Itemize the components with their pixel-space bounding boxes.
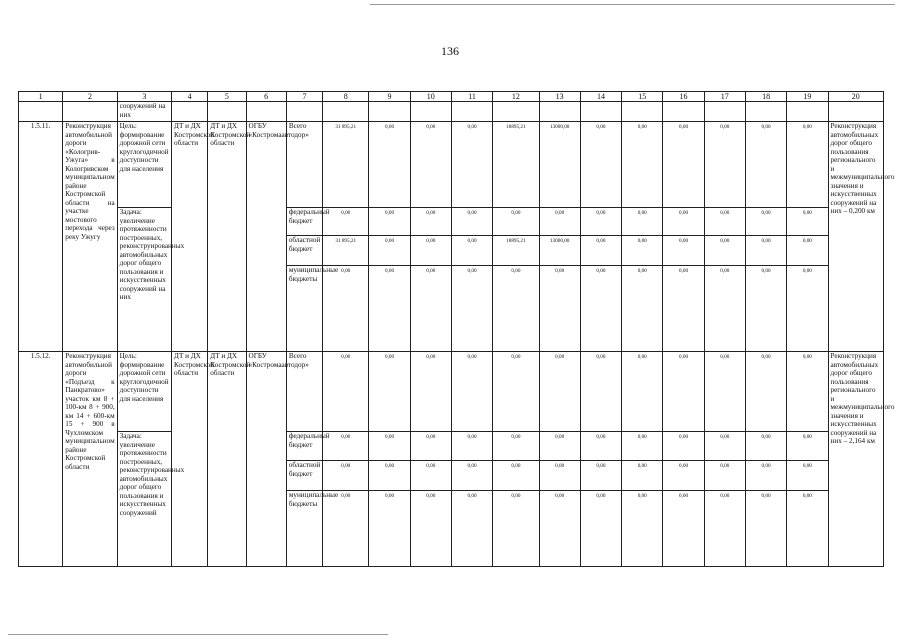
amount-cell: 0,00 bbox=[493, 352, 539, 432]
amount-cell: 0,00 bbox=[323, 208, 369, 236]
col-header: 16 bbox=[663, 92, 704, 102]
funding-source: Всего bbox=[286, 352, 322, 432]
amount-cell: 0,00 bbox=[451, 208, 492, 236]
amount-cell: 0,00 bbox=[580, 432, 621, 461]
amount-cell: 0,00 bbox=[663, 266, 704, 352]
amount-cell: 0,00 bbox=[451, 236, 492, 266]
funding-source: муниципальные бюджеты bbox=[286, 491, 322, 567]
amount-cell: 0,00 bbox=[451, 352, 492, 432]
amount-cell: 13000,00 bbox=[539, 236, 580, 266]
task-text: Задача: увеличение протяженности построенных, реконструированных автомобильных дорог общего пользования и искусственных сооружений на них bbox=[117, 208, 171, 352]
amount-cell: 0,00 bbox=[410, 208, 451, 236]
amount-cell: 0,00 bbox=[663, 352, 704, 432]
amount-cell: 0,00 bbox=[410, 122, 451, 208]
amount-cell: 0,00 bbox=[704, 208, 745, 236]
amount-cell: 0,00 bbox=[369, 491, 410, 567]
col-header: 17 bbox=[704, 92, 745, 102]
amount-cell: 0,00 bbox=[622, 208, 663, 236]
amount-cell: 0,00 bbox=[704, 122, 745, 208]
amount-cell: 0,00 bbox=[787, 491, 828, 567]
amount-cell: 0,00 bbox=[580, 491, 621, 567]
object-name: Реконструкция автомобильной дороги «Кологрив-Ужуга» в Кологривском муниципальном районе Костромской области на участке мостового перехода через реку Ужугу bbox=[63, 122, 117, 352]
col-header: 5 bbox=[208, 92, 246, 102]
amount-cell: 0,00 bbox=[539, 208, 580, 236]
amount-cell: 0,00 bbox=[787, 461, 828, 491]
amount-cell: 0,00 bbox=[323, 461, 369, 491]
col-header: 3 bbox=[117, 92, 171, 102]
amount-cell: 0,00 bbox=[539, 432, 580, 461]
amount-cell: 18895,21 bbox=[493, 122, 539, 208]
amount-cell: 0,00 bbox=[451, 461, 492, 491]
amount-cell: 0,00 bbox=[369, 122, 410, 208]
amount-cell: 0,00 bbox=[663, 491, 704, 567]
amount-cell: 0,00 bbox=[787, 122, 828, 208]
amount-cell: 31 895,21 bbox=[323, 122, 369, 208]
amount-cell: 0,00 bbox=[745, 122, 786, 208]
amount-cell: 0,00 bbox=[745, 491, 786, 567]
coordinator-text: ДТ и ДХ Костромской области bbox=[208, 352, 246, 567]
amount-cell: 0,00 bbox=[704, 491, 745, 567]
amount-cell: 0,00 bbox=[745, 352, 786, 432]
amount-cell: 0,00 bbox=[787, 266, 828, 352]
customer-text: ДТ и ДХ Костромской области bbox=[172, 122, 208, 352]
result-text: Реконструкция автомобильных дорог общего пользования регионального и межмуниципального значения и искусственных сооружений на них – 2,164 км bbox=[828, 352, 884, 567]
amount-cell: 0,00 bbox=[787, 352, 828, 432]
funding-source: областной бюджет bbox=[286, 461, 322, 491]
amount-cell: 0,00 bbox=[369, 352, 410, 432]
amount-cell: 0,00 bbox=[493, 266, 539, 352]
amount-cell: 0,00 bbox=[369, 461, 410, 491]
amount-cell: 0,00 bbox=[369, 236, 410, 266]
amount-cell: 0,00 bbox=[622, 352, 663, 432]
amount-cell: 18895,21 bbox=[493, 236, 539, 266]
carry-over-row bbox=[19, 102, 884, 122]
col-header: 4 bbox=[172, 92, 208, 102]
col-header: 20 bbox=[828, 92, 884, 102]
amount-cell: 0,00 bbox=[663, 461, 704, 491]
amount-cell: 0,00 bbox=[539, 491, 580, 567]
amount-cell: 0,00 bbox=[369, 208, 410, 236]
col-header: 1 bbox=[19, 92, 63, 102]
amount-cell: 0,00 bbox=[704, 461, 745, 491]
task-text: Задача: увеличение протяженности построенных, реконструированных автомобильных дорог общего пользования и искусственных сооружений bbox=[117, 432, 171, 567]
amount-cell: 0,00 bbox=[622, 461, 663, 491]
col-header: 11 bbox=[451, 92, 492, 102]
amount-cell: 0,00 bbox=[663, 432, 704, 461]
amount-cell: 0,00 bbox=[663, 208, 704, 236]
amount-cell: 0,00 bbox=[493, 461, 539, 491]
amount-cell: 0,00 bbox=[410, 266, 451, 352]
amount-cell: 0,00 bbox=[323, 352, 369, 432]
amount-cell: 0,00 bbox=[451, 266, 492, 352]
amount-cell: 0,00 bbox=[369, 266, 410, 352]
amount-cell: 0,00 bbox=[323, 432, 369, 461]
col-header: 7 bbox=[286, 92, 322, 102]
amount-cell: 0,00 bbox=[493, 208, 539, 236]
col-header: 9 bbox=[369, 92, 410, 102]
amount-cell: 0,00 bbox=[745, 432, 786, 461]
page-number: 136 bbox=[441, 44, 459, 58]
amount-cell: 0,00 bbox=[745, 461, 786, 491]
table-row bbox=[19, 208, 884, 236]
amount-cell: 0,00 bbox=[787, 432, 828, 461]
program-table bbox=[18, 91, 895, 567]
amount-cell: 0,00 bbox=[787, 236, 828, 266]
amount-cell: 0,00 bbox=[580, 208, 621, 236]
amount-cell: 0,00 bbox=[539, 461, 580, 491]
amount-cell: 0,00 bbox=[493, 491, 539, 567]
amount-cell: 0,00 bbox=[704, 352, 745, 432]
amount-cell: 0,00 bbox=[663, 236, 704, 266]
row-code: 1.5.11. bbox=[19, 122, 63, 352]
amount-cell: 0,00 bbox=[410, 432, 451, 461]
amount-cell: 0,00 bbox=[622, 432, 663, 461]
object-name: Реконструкция автомобильной дороги «Подъезд к Панкратово» участок км 8 + 100-км 8 + 900, км 14 + 600-км 15 + 900 в Чухломском муниципальном районе Костромской области bbox=[63, 352, 117, 567]
goal-text: Цель: формирование дорожной сети круглогодичной доступности для населения bbox=[117, 352, 171, 432]
col-header: 19 bbox=[787, 92, 828, 102]
amount-cell: 0,00 bbox=[622, 266, 663, 352]
amount-cell: 0,00 bbox=[580, 352, 621, 432]
amount-cell: 0,00 bbox=[787, 208, 828, 236]
amount-cell: 0,00 bbox=[622, 236, 663, 266]
amount-cell: 0,00 bbox=[539, 352, 580, 432]
executor-text: ОГБУ «Костромаавтодор» bbox=[246, 122, 286, 352]
amount-cell: 0,00 bbox=[704, 266, 745, 352]
funding-source: федеральный бюджет bbox=[286, 208, 322, 236]
funding-source: муниципальные бюджеты bbox=[286, 266, 322, 352]
coordinator-text: ДТ и ДХ Костромской области bbox=[208, 122, 246, 352]
amount-cell: 13000,00 bbox=[539, 122, 580, 208]
executor-text: ОГБУ «Костромаавтодор» bbox=[246, 352, 286, 567]
carry-over-text: сооружений на них bbox=[117, 102, 171, 122]
amount-cell: 0,00 bbox=[410, 491, 451, 567]
amount-cell: 0,00 bbox=[451, 432, 492, 461]
col-header: 12 bbox=[493, 92, 539, 102]
amount-cell: 0,00 bbox=[745, 208, 786, 236]
col-header: 10 bbox=[410, 92, 451, 102]
funding-source: федеральный бюджет bbox=[286, 432, 322, 461]
amount-cell: 0,00 bbox=[622, 491, 663, 567]
amount-cell: 31 895,21 bbox=[323, 236, 369, 266]
amount-cell: 0,00 bbox=[410, 236, 451, 266]
goal-text: Цель: формирование дорожной сети круглогодичной доступности для населения bbox=[117, 122, 171, 208]
col-header: 6 bbox=[246, 92, 286, 102]
amount-cell: 0,00 bbox=[493, 432, 539, 461]
amount-cell: 0,00 bbox=[539, 266, 580, 352]
col-header: 18 bbox=[745, 92, 786, 102]
amount-cell: 0,00 bbox=[580, 461, 621, 491]
amount-cell: 0,00 bbox=[745, 266, 786, 352]
table-row bbox=[19, 352, 884, 432]
funding-source: областной бюджет bbox=[286, 236, 322, 266]
amount-cell: 0,00 bbox=[323, 266, 369, 352]
result-text: Реконструкция автомобильных дорог общего пользования регионального и межмуниципального значения и искусственных сооружений на них – 0,200 км bbox=[828, 122, 884, 352]
col-header: 14 bbox=[580, 92, 621, 102]
column-number-row bbox=[19, 92, 884, 102]
amount-cell: 0,00 bbox=[580, 122, 621, 208]
amount-cell: 0,00 bbox=[704, 236, 745, 266]
amount-cell: 0,00 bbox=[410, 352, 451, 432]
amount-cell: 0,00 bbox=[622, 122, 663, 208]
amount-cell: 0,00 bbox=[451, 122, 492, 208]
table-row bbox=[19, 122, 884, 208]
amount-cell: 0,00 bbox=[410, 461, 451, 491]
customer-text: ДТ и ДХ Костромской области bbox=[172, 352, 208, 567]
amount-cell: 0,00 bbox=[580, 266, 621, 352]
amount-cell: 0,00 bbox=[580, 236, 621, 266]
amount-cell: 0,00 bbox=[451, 491, 492, 567]
col-header: 13 bbox=[539, 92, 580, 102]
table-row bbox=[19, 432, 884, 461]
amount-cell: 0,00 bbox=[704, 432, 745, 461]
amount-cell: 0,00 bbox=[323, 491, 369, 567]
amount-cell: 0,00 bbox=[745, 236, 786, 266]
col-header: 2 bbox=[63, 92, 117, 102]
top-rule bbox=[370, 4, 895, 5]
funding-source: Всего bbox=[286, 122, 322, 208]
amount-cell: 0,00 bbox=[663, 122, 704, 208]
row-code: 1.5.12. bbox=[19, 352, 63, 567]
amount-cell: 0,00 bbox=[369, 432, 410, 461]
col-header: 8 bbox=[323, 92, 369, 102]
col-header: 15 bbox=[622, 92, 663, 102]
bottom-rule bbox=[8, 634, 388, 635]
